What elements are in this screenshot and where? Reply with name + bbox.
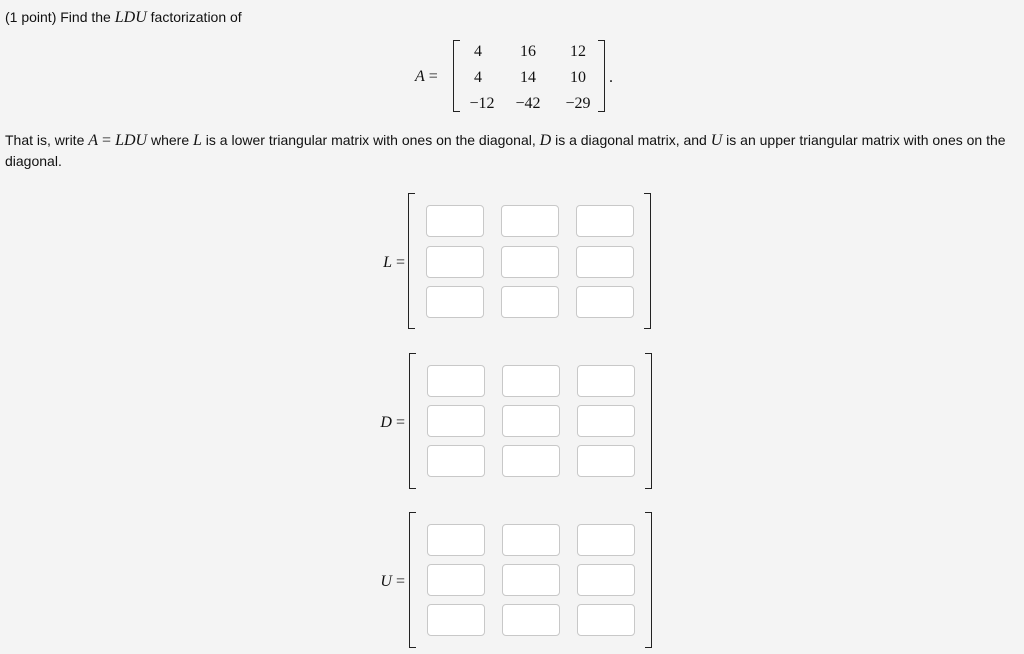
matrix-d-cell-1-3[interactable] [577,365,635,397]
matrix-a-equals: = [428,68,438,85]
matrix-u-symbol: U [380,573,392,590]
matrix-u-cell-1-3[interactable] [577,524,635,556]
matrix-d-cell-2-2[interactable] [502,405,560,437]
matrix-a-label [415,68,438,86]
matrix-l-cell-2-2[interactable] [501,246,559,278]
matrix-a-cell: 10 [570,69,586,86]
desc-math-a: A [88,132,99,149]
matrix-a-period: . [609,69,613,86]
matrix-d-right-bracket [645,353,652,489]
desc-math-l: L [193,132,202,149]
matrix-l-cell-3-2[interactable] [501,286,559,318]
matrix-d-cell-1-1[interactable] [427,365,485,397]
matrix-l-cell-3-1[interactable] [426,286,484,318]
matrix-l-cell-3-3[interactable] [576,286,634,318]
matrix-d-cell-3-3[interactable] [577,445,635,477]
matrix-u-cell-2-1[interactable] [427,564,485,596]
matrix-d-left-bracket [409,353,416,489]
matrix-u-cell-3-1[interactable] [427,604,485,636]
matrix-d-label [365,414,405,432]
prompt-prefix: (1 point) Find the [5,9,115,25]
desc-equals: = [98,132,116,149]
matrix-l-cell-2-1[interactable] [426,246,484,278]
matrix-u-cell-1-1[interactable] [427,524,485,556]
matrix-l-cell-1-3[interactable] [576,205,634,237]
problem-description [5,130,1020,172]
matrix-l-cell-1-2[interactable] [501,205,559,237]
matrix-l-equals: = [395,254,405,271]
matrix-d-cell-3-1[interactable] [427,445,485,477]
matrix-a-cell: 4 [474,43,482,60]
prompt-suffix: factorization of [146,9,242,25]
matrix-a-cell: 12 [570,43,586,60]
matrix-d-equals: = [395,414,405,431]
matrix-l-cell-2-3[interactable] [576,246,634,278]
desc-text: where [147,132,193,148]
matrix-d-cell-3-2[interactable] [502,445,560,477]
desc-text: is a lower triangular matrix with ones on the diagonal, [201,132,540,148]
matrix-a-cell: −42 [515,95,541,112]
matrix-a-cell: 16 [520,43,536,60]
matrix-l-cell-1-1[interactable] [426,205,484,237]
desc-math-u: U [710,132,723,149]
matrix-a-cell: −12 [469,95,495,112]
matrix-a-cell: 14 [520,69,536,86]
desc-math-d: D [539,132,552,149]
matrix-u-right-bracket [645,512,652,648]
matrix-u-cell-2-2[interactable] [502,564,560,596]
desc-text: That is, write [5,132,89,148]
matrix-d-cell-1-2[interactable] [502,365,560,397]
matrix-a-right-bracket [598,40,605,112]
matrix-l-label [365,254,405,272]
matrix-a-symbol: A [415,68,425,85]
matrix-d-cell-2-1[interactable] [427,405,485,437]
problem-prompt [5,9,242,27]
matrix-l-left-bracket [408,193,415,329]
prompt-math-ldu: LDU [114,9,147,26]
desc-text: is a diagonal matrix, and [551,132,711,148]
matrix-d-symbol: D [380,414,392,431]
desc-math-ldu: LDU [115,132,148,149]
matrix-l-right-bracket [644,193,651,329]
matrix-u-cell-3-2[interactable] [502,604,560,636]
matrix-u-equals: = [395,573,405,590]
matrix-l-symbol: L [383,254,392,271]
matrix-a-cell: 4 [474,69,482,86]
matrix-u-cell-1-2[interactable] [502,524,560,556]
matrix-u-label [365,573,405,591]
matrix-a-cell: −29 [565,95,591,112]
matrix-d-cell-2-3[interactable] [577,405,635,437]
matrix-u-cell-3-3[interactable] [577,604,635,636]
desc-text: is an upper triangular matrix with ones on the diagonal. [5,132,1006,169]
matrix-u-left-bracket [409,512,416,648]
matrix-u-cell-2-3[interactable] [577,564,635,596]
